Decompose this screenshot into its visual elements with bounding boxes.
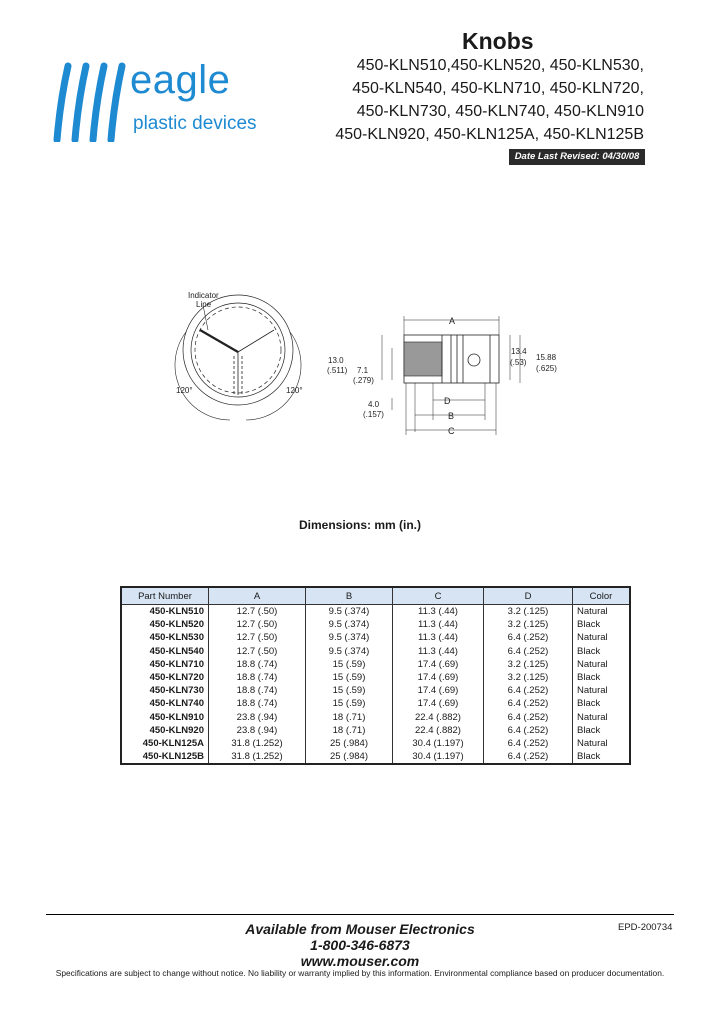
indicator-label: Indicator xyxy=(188,291,219,300)
table-cell: Black xyxy=(573,724,631,737)
table-cell: 31.8 (1.252) xyxy=(209,737,306,750)
table-cell: 11.3 (.44) xyxy=(393,618,484,631)
table-row xyxy=(121,658,630,671)
table-row xyxy=(121,671,630,684)
angle-label: 120° xyxy=(176,386,193,395)
table-cell: 9.5 (.374) xyxy=(306,605,393,619)
table-cell: 31.8 (1.252) xyxy=(209,750,306,764)
table-cell: Natural xyxy=(573,605,631,619)
table-cell: 6.4 (.252) xyxy=(484,697,573,710)
knob-technical-drawing xyxy=(170,280,570,450)
table-cell: 18.8 (.74) xyxy=(209,658,306,671)
table-row xyxy=(121,724,630,737)
part-numbers-line: 450-KLN730, 450-KLN740, 450-KLN910 xyxy=(356,103,644,120)
table-row xyxy=(121,697,630,710)
disclaimer-text: Specifications are subject to change without notice. No liability or warranty implied by this information. Environmental compliance based on producer documentation. xyxy=(55,968,665,978)
dimension-label-a: A xyxy=(449,316,456,326)
table-cell: 3.2 (.125) xyxy=(484,618,573,631)
part-number-cell: 450-KLN125B xyxy=(121,750,209,764)
dimension-value: 13.0 xyxy=(328,356,344,365)
table-cell: 18.8 (.74) xyxy=(209,697,306,710)
table-cell: Black xyxy=(573,618,631,631)
footer-divider xyxy=(46,914,674,915)
table-cell: 9.5 (.374) xyxy=(306,645,393,658)
part-number-cell: 450-KLN710 xyxy=(121,658,209,671)
table-cell: 15 (.59) xyxy=(306,684,393,697)
column-header: A xyxy=(209,587,306,605)
table-row xyxy=(121,618,630,631)
dimension-value: 13.4 xyxy=(511,347,527,356)
table-cell: 11.3 (.44) xyxy=(393,631,484,644)
part-number-cell: 450-KLN720 xyxy=(121,671,209,684)
part-number-cell: 450-KLN910 xyxy=(121,711,209,724)
table-row xyxy=(121,631,630,644)
table-cell: Black xyxy=(573,645,631,658)
table-row xyxy=(121,737,630,750)
table-cell: Natural xyxy=(573,631,631,644)
table-cell: Black xyxy=(573,750,631,764)
table-cell: 6.4 (.252) xyxy=(484,737,573,750)
table-cell: 18.8 (.74) xyxy=(209,684,306,697)
table-cell: 18 (.71) xyxy=(306,711,393,724)
table-cell: 15 (.59) xyxy=(306,671,393,684)
table-cell: 23.8 (.94) xyxy=(209,724,306,737)
angle-label: 120° xyxy=(286,386,303,395)
part-numbers-line: 450-KLN540, 450-KLN710, 450-KLN720, xyxy=(352,80,644,97)
table-cell: 17.4 (.69) xyxy=(393,684,484,697)
table-cell: 18 (.71) xyxy=(306,724,393,737)
part-number-cell: 450-KLN740 xyxy=(121,697,209,710)
table-cell: 9.5 (.374) xyxy=(306,618,393,631)
table-cell: 6.4 (.252) xyxy=(484,750,573,764)
table-cell: 3.2 (.125) xyxy=(484,658,573,671)
dimension-value: 15.88 xyxy=(536,353,557,362)
table-cell: 6.4 (.252) xyxy=(484,645,573,658)
indicator-label: Line xyxy=(196,300,212,309)
table-cell: Natural xyxy=(573,684,631,697)
dimension-value: 7.1 xyxy=(357,366,369,375)
dimension-value: (.53) xyxy=(510,358,527,367)
dimension-value: (.511) xyxy=(327,366,348,375)
table-cell: 22.4 (.882) xyxy=(393,724,484,737)
front-view xyxy=(175,295,301,420)
table-row xyxy=(121,711,630,724)
table-row xyxy=(121,684,630,697)
dimension-label-d: D xyxy=(444,396,451,406)
table-header-row xyxy=(121,587,630,605)
dimension-label-b: B xyxy=(448,411,455,421)
part-numbers-line: 450-KLN920, 450-KLN125A, 450-KLN125B xyxy=(335,126,644,143)
table-cell: 11.3 (.44) xyxy=(393,605,484,619)
table-cell: 11.3 (.44) xyxy=(393,645,484,658)
column-header: Part Number xyxy=(121,587,209,605)
dimensions-caption: Dimensions: mm (in.) xyxy=(298,518,421,532)
table-cell: 12.7 (.50) xyxy=(209,631,306,644)
page-title: Knobs xyxy=(462,28,534,54)
table-cell: 30.4 (1.197) xyxy=(393,750,484,764)
part-number-cell: 450-KLN730 xyxy=(121,684,209,697)
table-cell: 25 (.984) xyxy=(306,737,393,750)
table-row xyxy=(121,645,630,658)
website-link[interactable]: www.mouser.com xyxy=(300,953,420,970)
table-cell: Black xyxy=(573,671,631,684)
part-number-cell: 450-KLN530 xyxy=(121,631,209,644)
column-header: C xyxy=(393,587,484,605)
table-cell: Natural xyxy=(573,711,631,724)
part-number-cell: 450-KLN520 xyxy=(121,618,209,631)
table-cell: 3.2 (.125) xyxy=(484,605,573,619)
table-cell: Black xyxy=(573,697,631,710)
document-code: EPD-200734 xyxy=(618,922,673,933)
table-cell: Natural xyxy=(573,737,631,750)
table-cell: 30.4 (1.197) xyxy=(393,737,484,750)
column-header: D xyxy=(484,587,573,605)
table-cell: 15 (.59) xyxy=(306,658,393,671)
table-cell: 17.4 (.69) xyxy=(393,671,484,684)
table-cell: 6.4 (.252) xyxy=(484,724,573,737)
table-cell: 12.7 (.50) xyxy=(209,618,306,631)
table-cell: 25 (.984) xyxy=(306,750,393,764)
table-cell: 3.2 (.125) xyxy=(484,671,573,684)
part-number-cell: 450-KLN510 xyxy=(121,605,209,619)
logo-subtitle: plastic devices xyxy=(133,113,257,134)
part-numbers-line: 450-KLN510,450-KLN520, 450-KLN530, xyxy=(356,57,644,74)
table-cell: 12.7 (.50) xyxy=(209,645,306,658)
part-number-cell: 450-KLN920 xyxy=(121,724,209,737)
dimension-value: (.279) xyxy=(353,376,374,385)
dimension-value: (.625) xyxy=(536,364,557,373)
table-cell: 18.8 (.74) xyxy=(209,671,306,684)
phone-number: 1-800-346-6873 xyxy=(310,937,410,954)
table-cell: 6.4 (.252) xyxy=(484,711,573,724)
logo-wordmark: eagle xyxy=(130,58,231,102)
availability-notice xyxy=(200,921,520,969)
spec-table xyxy=(120,586,631,765)
table-cell: 6.4 (.252) xyxy=(484,684,573,697)
table-cell: 17.4 (.69) xyxy=(393,697,484,710)
table-cell: 12.7 (.50) xyxy=(209,605,306,619)
part-number-cell: 450-KLN125A xyxy=(121,737,209,750)
table-cell: Natural xyxy=(573,658,631,671)
table-cell: 23.8 (.94) xyxy=(209,711,306,724)
table-cell: 9.5 (.374) xyxy=(306,631,393,644)
table-row xyxy=(121,605,630,619)
dimension-value: 4.0 xyxy=(368,400,380,409)
table-row xyxy=(121,750,630,764)
table-cell: 6.4 (.252) xyxy=(484,631,573,644)
table-cell: 22.4 (.882) xyxy=(393,711,484,724)
dimension-label-c: C xyxy=(448,426,455,436)
dimension-value: (.157) xyxy=(363,410,384,419)
column-header: Color xyxy=(573,587,631,605)
revision-date-badge: Date Last Revised: 04/30/08 xyxy=(509,149,645,165)
column-header: B xyxy=(306,587,393,605)
part-number-cell: 450-KLN540 xyxy=(121,645,209,658)
table-cell: 15 (.59) xyxy=(306,697,393,710)
table-cell: 17.4 (.69) xyxy=(393,658,484,671)
availability-text: Available from Mouser Electronics xyxy=(245,921,475,937)
